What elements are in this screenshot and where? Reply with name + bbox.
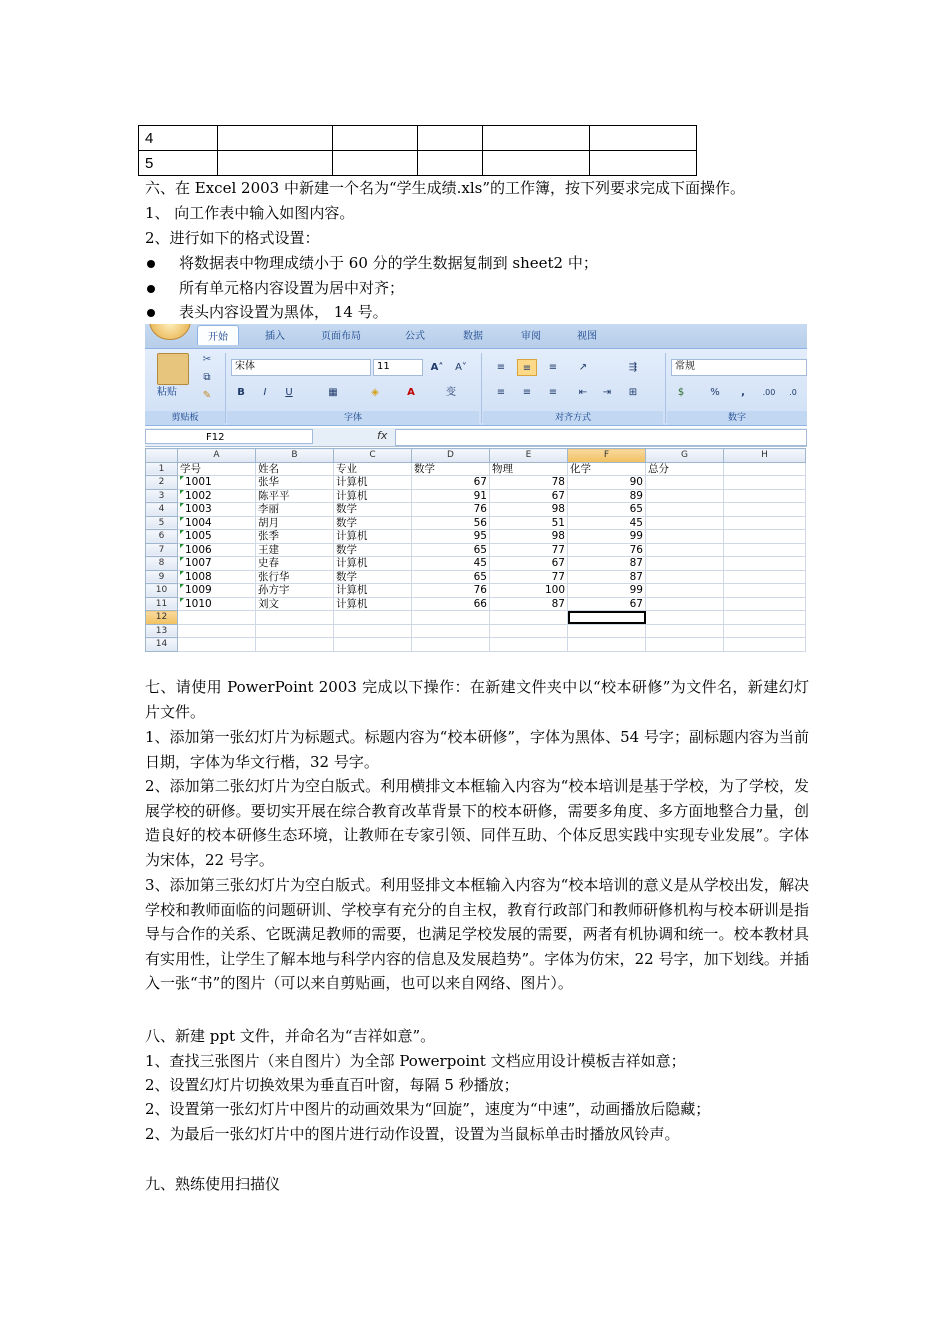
table-cell[interactable]: 计算机 (334, 597, 412, 611)
bullet-text: 将数据表中物理成绩小于 60 分的学生数据复制到 sheet2 中； (179, 254, 598, 272)
active-cell[interactable] (568, 611, 646, 625)
table-cell[interactable] (178, 611, 256, 625)
table-cell[interactable] (178, 530, 256, 544)
column-header-selected[interactable]: F (568, 449, 646, 463)
ribbon-body (145, 348, 807, 426)
error-indicator-icon (180, 598, 184, 602)
section8-heading: 八、新建 ppt 文件，并命名为“吉祥如意”。 (145, 1027, 436, 1045)
table-row (146, 503, 806, 517)
table-cell[interactable] (646, 611, 724, 625)
table-cell[interactable] (724, 624, 806, 638)
cell-text: 1002 (185, 489, 212, 502)
table-cell (218, 151, 333, 176)
table-cell[interactable]: 78 (490, 476, 568, 490)
table-cell[interactable]: 数学 (334, 543, 412, 557)
error-indicator-icon (180, 544, 184, 548)
table-row (146, 530, 806, 544)
section7-p2: 2、添加第二张幻灯片为空白版式。利用横排文本框输入内容为“校本培训是基于学校，为了学校，发展学校的研修。要切实开展在综合教育改革背景下的校本研修，需要多角度、多方面地整合力量，创造良好的校本研修生态环境，让教师在专家引领、同伴互助、个体反思实践中实现专业发展”。字体为宋体，22 号字。 (145, 777, 809, 869)
column-header[interactable]: C (334, 449, 412, 463)
number-format-select[interactable]: 常规 (671, 359, 807, 376)
table-cell[interactable] (334, 611, 412, 625)
table-row (146, 624, 806, 638)
table-cell[interactable] (724, 543, 806, 557)
table-cell[interactable] (646, 597, 724, 611)
table-cell[interactable]: 87 (568, 570, 646, 584)
merge-center-icon[interactable]: ⊞ (628, 387, 638, 398)
table-cell[interactable]: 计算机 (334, 476, 412, 490)
table-cell[interactable]: 45 (412, 557, 490, 571)
row-header[interactable]: 11 (146, 597, 178, 611)
table-row (146, 476, 806, 490)
format-painter-icon[interactable]: ✎ (202, 390, 212, 401)
column-header[interactable]: H (724, 449, 806, 463)
table-cell[interactable] (178, 570, 256, 584)
table-cell[interactable] (646, 557, 724, 571)
row-header[interactable]: 10 (146, 584, 178, 598)
table-cell[interactable]: 89 (568, 489, 646, 503)
cell-text: 1004 (185, 516, 212, 529)
table-cell[interactable]: 张行华 (256, 570, 334, 584)
table-cell[interactable]: 胡月 (256, 516, 334, 530)
row-header[interactable]: 1 (146, 462, 178, 476)
table-cell[interactable] (724, 597, 806, 611)
bullet-text: 表头内容设置为黑体， 14 号。 (179, 303, 388, 321)
bullet-item (145, 253, 598, 273)
font-size-select[interactable]: 11 (373, 359, 423, 376)
table-cell[interactable] (256, 624, 334, 638)
table-cell[interactable]: 76 (412, 503, 490, 517)
table-cell[interactable] (256, 611, 334, 625)
table-cell[interactable] (646, 503, 724, 517)
borders-icon[interactable]: ▦ (328, 387, 338, 398)
align-center-icon[interactable]: ≡ (522, 387, 532, 398)
table-cell[interactable]: 56 (412, 516, 490, 530)
section7-p1: 1、添加第一张幻灯片为标题式。标题内容为“校本研修”，字体为黑体、54 号字；副标题内容为当前日期，字体为华文行楷，32 号字。 (145, 728, 809, 771)
table-cell[interactable]: 学号 (178, 462, 256, 476)
row-header[interactable]: 13 (146, 624, 178, 638)
table-cell[interactable] (256, 638, 334, 652)
table-cell[interactable] (724, 516, 806, 530)
table-cell[interactable]: 陈平平 (256, 489, 334, 503)
table-row (146, 584, 806, 598)
tab-insert[interactable]: 插入 (265, 331, 285, 342)
table-cell[interactable]: 91 (412, 489, 490, 503)
group-label-number: 数字 (667, 411, 807, 425)
cut-icon[interactable]: ✂ (202, 354, 212, 365)
table-cell[interactable]: 99 (568, 584, 646, 598)
align-right-icon[interactable]: ≡ (548, 387, 558, 398)
table-cell[interactable]: 数学 (334, 516, 412, 530)
error-indicator-icon (180, 571, 184, 575)
error-indicator-icon (180, 503, 184, 507)
table-row (146, 516, 806, 530)
row-header[interactable]: 14 (146, 638, 178, 652)
column-header[interactable]: D (412, 449, 490, 463)
table-row (146, 543, 806, 557)
bullet-item (145, 302, 388, 322)
section8-item: 2、设置幻灯片切换效果为垂直百叶窗，每隔 5 秒播放； (145, 1076, 519, 1094)
table-cell[interactable] (724, 557, 806, 571)
table-cell[interactable] (178, 597, 256, 611)
table-cell[interactable]: 67 (412, 476, 490, 490)
copy-icon[interactable]: ⧉ (203, 372, 211, 383)
column-header-row (146, 449, 806, 463)
table-cell[interactable] (412, 624, 490, 638)
excel-screenshot (145, 324, 807, 654)
table-cell[interactable] (646, 489, 724, 503)
table-row (146, 597, 806, 611)
comma-icon[interactable]: , (741, 387, 745, 398)
table-cell (418, 126, 483, 151)
increase-indent-icon[interactable]: ⇥ (602, 387, 612, 398)
table-cell (483, 151, 590, 176)
table-cell: 5 (139, 151, 218, 176)
group-label-font: 字体 (227, 411, 479, 425)
bullet-icon (147, 285, 155, 293)
table-cell[interactable]: 98 (490, 503, 568, 517)
table-cell[interactable] (178, 557, 256, 571)
fx-icon[interactable]: fx (377, 429, 388, 442)
table-cell[interactable]: 数学 (334, 570, 412, 584)
office-button-icon (149, 324, 191, 340)
table-row (139, 151, 697, 176)
column-header[interactable]: G (646, 449, 724, 463)
table-cell (590, 151, 697, 176)
table-cell[interactable]: 67 (490, 557, 568, 571)
align-left-icon[interactable]: ≡ (496, 387, 506, 398)
error-indicator-icon (180, 517, 184, 521)
table-cell[interactable]: 66 (412, 597, 490, 611)
column-header[interactable]: A (178, 449, 256, 463)
table-cell[interactable]: 45 (568, 516, 646, 530)
cell-text: 1007 (185, 557, 212, 570)
table-cell[interactable]: 67 (490, 489, 568, 503)
bullet-icon (147, 260, 155, 268)
bold-icon[interactable]: B (237, 387, 245, 398)
underline-icon[interactable]: U (285, 387, 293, 398)
table-cell[interactable]: 65 (412, 543, 490, 557)
align-middle-icon[interactable]: ≡ (517, 359, 537, 376)
table-cell[interactable] (646, 543, 724, 557)
row-header[interactable]: 6 (146, 530, 178, 544)
table-cell[interactable]: 87 (490, 597, 568, 611)
table-cell (483, 126, 590, 151)
table-cell[interactable] (724, 638, 806, 652)
table-cell[interactable] (490, 638, 568, 652)
cell-text: 1003 (185, 503, 212, 516)
bullet-text: 所有单元格内容设置为居中对齐； (179, 279, 405, 297)
table-cell[interactable] (724, 570, 806, 584)
section7-intro: 七、请使用 PowerPoint 2003 完成以下操作：在新建文件夹中以“校本研修”为文件名，新建幻灯片文件。 (145, 678, 809, 721)
table-cell[interactable]: 65 (568, 503, 646, 517)
group-separator (481, 353, 482, 423)
table-cell[interactable] (646, 570, 724, 584)
table-cell (218, 126, 333, 151)
row-header[interactable]: 3 (146, 489, 178, 503)
top-table (138, 125, 697, 176)
font-color-icon[interactable]: A (407, 387, 415, 398)
table-cell[interactable]: 孙方宇 (256, 584, 334, 598)
table-cell[interactable] (568, 624, 646, 638)
table-cell[interactable] (724, 489, 806, 503)
row-header[interactable]: 9 (146, 570, 178, 584)
table-row (146, 557, 806, 571)
table-cell[interactable] (178, 584, 256, 598)
tab-review[interactable]: 审阅 (521, 331, 541, 342)
formula-input[interactable] (395, 429, 807, 446)
table-cell (418, 151, 483, 176)
row-header[interactable]: 2 (146, 476, 178, 490)
table-cell[interactable] (646, 584, 724, 598)
row-header[interactable]: 7 (146, 543, 178, 557)
section6-step2: 2、进行如下的格式设置： (145, 229, 320, 247)
table-cell[interactable]: 化学 (568, 462, 646, 476)
error-indicator-icon (180, 557, 184, 561)
tab-view[interactable]: 视图 (577, 331, 597, 342)
table-cell[interactable] (724, 503, 806, 517)
table-cell[interactable]: 98 (490, 530, 568, 544)
italic-icon[interactable]: I (263, 387, 267, 398)
group-separator (665, 353, 666, 423)
table-cell[interactable]: 专业 (334, 462, 412, 476)
cell-text: 1010 (185, 597, 212, 610)
table-row (146, 462, 806, 476)
bullet-item (145, 278, 404, 298)
tab-page-layout[interactable]: 页面布局 (321, 331, 361, 342)
table-cell[interactable] (724, 584, 806, 598)
cell-text: 1001 (185, 476, 212, 489)
table-cell[interactable]: 物理 (490, 462, 568, 476)
table-cell (333, 151, 418, 176)
error-indicator-icon (180, 584, 184, 588)
spreadsheet-grid (145, 448, 806, 652)
table-cell[interactable] (646, 476, 724, 490)
section8-item: 2、设置第一张幻灯片中图片的动画效果为“回旋”，速度为“中速”，动画播放后隐藏； (145, 1100, 711, 1118)
cell-text: 1009 (185, 584, 212, 597)
section6-step1: 1、 向工作表中输入如图内容。 (145, 204, 355, 222)
table-cell[interactable]: 数学 (334, 503, 412, 517)
table-cell[interactable] (646, 638, 724, 652)
table-cell[interactable] (724, 530, 806, 544)
table-cell[interactable]: 95 (412, 530, 490, 544)
paste-icon[interactable] (157, 353, 189, 385)
table-cell[interactable] (178, 543, 256, 557)
table-cell (590, 126, 697, 151)
table-row (146, 570, 806, 584)
select-all-corner[interactable] (146, 449, 178, 463)
row-header[interactable]: 4 (146, 503, 178, 517)
table-cell[interactable]: 67 (568, 597, 646, 611)
table-cell[interactable] (178, 624, 256, 638)
align-top-icon[interactable]: ≡ (496, 362, 506, 373)
formula-bar (145, 428, 807, 447)
tab-home[interactable]: 开始 (197, 325, 239, 345)
table-cell[interactable] (646, 516, 724, 530)
table-cell[interactable] (178, 638, 256, 652)
table-cell[interactable]: 99 (568, 530, 646, 544)
error-indicator-icon (180, 476, 184, 480)
table-cell[interactable]: 计算机 (334, 530, 412, 544)
error-indicator-icon (180, 490, 184, 494)
table-cell[interactable] (646, 624, 724, 638)
wrap-text-icon[interactable]: ⇶ (628, 362, 638, 373)
group-separator (225, 353, 226, 423)
increase-decimal-icon[interactable]: .00 (762, 388, 776, 397)
font-name-select[interactable]: 宋体 (231, 359, 371, 376)
table-cell[interactable] (412, 611, 490, 625)
ribbon-tab-bar (145, 324, 807, 348)
shrink-font-icon[interactable]: A˅ (455, 362, 467, 373)
table-cell[interactable]: 90 (568, 476, 646, 490)
row-header[interactable]: 5 (146, 516, 178, 530)
table-cell[interactable] (178, 516, 256, 530)
table-cell[interactable] (178, 489, 256, 503)
group-label-alignment: 对齐方式 (483, 411, 663, 425)
table-cell[interactable] (724, 611, 806, 625)
error-indicator-icon (180, 530, 184, 534)
section8-item: 1、查找三张图片（来自图片）为全部 Powerpoint 文档应用设计模板吉祥如意； (145, 1052, 686, 1070)
table-cell[interactable]: 张华 (256, 476, 334, 490)
table-row (146, 611, 806, 625)
percent-icon[interactable]: % (710, 387, 720, 398)
table-cell[interactable]: 51 (490, 516, 568, 530)
table-cell[interactable]: 计算机 (334, 584, 412, 598)
cell-text: 1006 (185, 543, 212, 556)
table-cell[interactable] (490, 611, 568, 625)
section6-heading: 六、在 Excel 2003 中新建一个名为“学生成绩.xls”的工作簿，按下列要求完成下面操作。 (145, 179, 746, 197)
cell-text: 1005 (185, 530, 212, 543)
table-cell[interactable]: 张季 (256, 530, 334, 544)
table-cell[interactable]: 史春 (256, 557, 334, 571)
table-cell[interactable] (724, 476, 806, 490)
decrease-decimal-icon[interactable]: .0 (789, 388, 797, 397)
table-cell[interactable] (334, 624, 412, 638)
table-row (146, 489, 806, 503)
grow-font-icon[interactable]: A˄ (430, 362, 444, 373)
fill-color-icon[interactable]: ◈ (371, 387, 379, 398)
currency-icon[interactable]: $ (677, 387, 685, 398)
cell-text: 1008 (185, 570, 212, 583)
table-cell[interactable] (178, 503, 256, 517)
table-cell[interactable]: 王建 (256, 543, 334, 557)
table-cell[interactable] (178, 476, 256, 490)
table-cell[interactable]: 77 (490, 543, 568, 557)
bullet-icon (147, 309, 155, 317)
row-header[interactable]: 8 (146, 557, 178, 571)
section9-heading: 九、熟练使用扫描仪 (145, 1175, 281, 1193)
row-header[interactable]: 12 (146, 611, 178, 625)
column-header[interactable]: E (490, 449, 568, 463)
table-cell[interactable]: 总分 (646, 462, 724, 476)
table-cell: 4 (139, 126, 218, 151)
align-bottom-icon[interactable]: ≡ (548, 362, 558, 373)
paste-label[interactable]: 粘贴 (157, 387, 177, 398)
phonetic-icon[interactable]: 变 (446, 387, 456, 398)
name-box[interactable]: F12 (145, 429, 313, 444)
table-cell[interactable]: 计算机 (334, 557, 412, 571)
table-cell[interactable]: 77 (490, 570, 568, 584)
table-cell[interactable] (568, 638, 646, 652)
tab-data[interactable]: 数据 (463, 331, 483, 342)
section8-item: 2、为最后一张幻灯片中的图片进行动作设置，设置为当鼠标单击时播放风铃声。 (145, 1125, 680, 1143)
table-cell[interactable]: 姓名 (256, 462, 334, 476)
orientation-icon[interactable]: ↗ (578, 362, 588, 373)
table-cell (333, 126, 418, 151)
table-cell[interactable]: 计算机 (334, 489, 412, 503)
table-cell[interactable]: 刘文 (256, 597, 334, 611)
group-label-clipboard: 剪贴板 (145, 411, 225, 425)
table-row (146, 638, 806, 652)
table-cell[interactable]: 数学 (412, 462, 490, 476)
table-cell[interactable]: 65 (412, 570, 490, 584)
table-cell[interactable]: 李丽 (256, 503, 334, 517)
table-cell[interactable] (646, 530, 724, 544)
table-cell[interactable]: 87 (568, 557, 646, 571)
table-cell[interactable] (412, 638, 490, 652)
column-header[interactable]: B (256, 449, 334, 463)
table-cell[interactable]: 76 (568, 543, 646, 557)
tab-formulas[interactable]: 公式 (405, 331, 425, 342)
table-cell[interactable] (490, 624, 568, 638)
table-cell[interactable]: 76 (412, 584, 490, 598)
table-cell[interactable]: 100 (490, 584, 568, 598)
section7-p3: 3、添加第三张幻灯片为空白版式。利用竖排文本框输入内容为“校本培训的意义是从学校出发，解决学校和教师面临的问题研训、学校享有充分的自主权，教育行政部门和教师研修机构与校本研训是指导与合作的关系、它既满足教师的需要，也满足学校发展的需要，两者有机协调和统一。校本教材具有实用性，让学生了解本地与科学内容的信息及发展趋势”。字体为仿宋，22 号字，加下划线。并插入一张“书”的图片（可以来自剪贴画，也可以来自网络、图片）。 (145, 876, 809, 992)
table-cell[interactable] (334, 638, 412, 652)
table-row (139, 126, 697, 151)
table-cell[interactable] (724, 462, 806, 476)
decrease-indent-icon[interactable]: ⇤ (578, 387, 588, 398)
